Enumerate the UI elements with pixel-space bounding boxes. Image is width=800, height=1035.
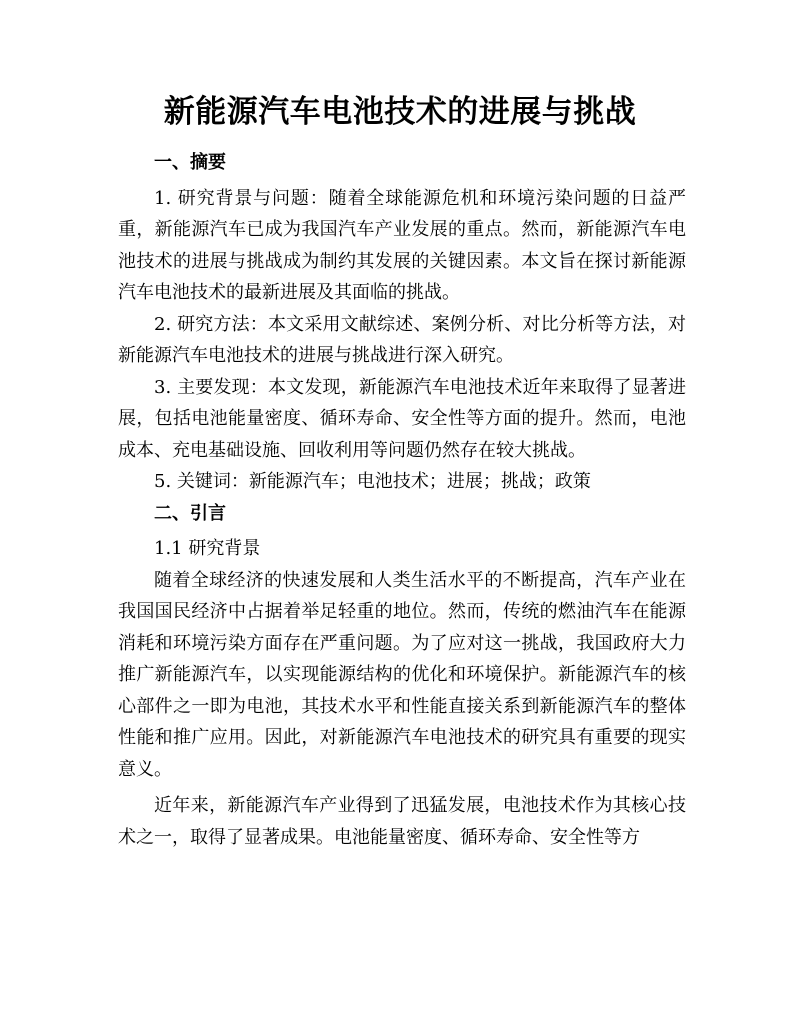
abstract-heading: 一、摘要 bbox=[154, 152, 226, 173]
introduction-paragraph-2: 近年来，新能源汽车产业得到了迅猛发展，电池技术作为其核心技术之一，取得了显著成果。电池能量密度、循环寿命、安全性等方 bbox=[118, 795, 686, 848]
abstract-item-keywords: 5. 关键词：新能源汽车；电池技术；进展；挑战；政策 bbox=[154, 471, 591, 492]
document-body bbox=[118, 147, 686, 853]
research-background-subheading: 1.1 研究背景 bbox=[154, 538, 261, 559]
introduction-paragraph-1: 随着全球经济的快速发展和人类生活水平的不断提高，汽车产业在我国国民经济中占据着举足轻重的地位。然而，传统的燃油汽车在能源消耗和环境污染方面存在严重问题。为了应对这一挑战，我国政府大力推广新能源汽车，以实现能源结构的优化和环境保护。新能源汽车的核心部件之一即为电池，其技术水平和性能直接关系到新能源汽车的整体性能和推广应用。因此，对新能源汽车电池技术的研究具有重要的现实意义。 bbox=[118, 569, 686, 780]
document-title: 新能源汽车电池技术的进展与挑战 bbox=[163, 94, 637, 130]
abstract-item-background: 1. 研究背景与问题：随着全球能源危机和环境污染问题的日益严重，新能源汽车已成为我国汽车产业发展的重点。然而，新能源汽车电池技术的进展与挑战成为制约其发展的关键因素。本文旨在探讨新能源汽车电池技术的最新进展及其面临的挑战。 bbox=[118, 187, 686, 303]
introduction-heading: 二、引言 bbox=[154, 502, 226, 524]
abstract-item-method: 2. 研究方法：本文采用文献综述、案例分析、对比分析等方法，对新能源汽车电池技术的进展与挑战进行深入研究。 bbox=[118, 313, 686, 366]
abstract-item-findings: 3. 主要发现：本文发现，新能源汽车电池技术近年来取得了显著进展，包括电池能量密度、循环寿命、安全性等方面的提升。然而，电池成本、充电基础设施、回收利用等问题仍然存在较大挑战。 bbox=[118, 376, 686, 461]
